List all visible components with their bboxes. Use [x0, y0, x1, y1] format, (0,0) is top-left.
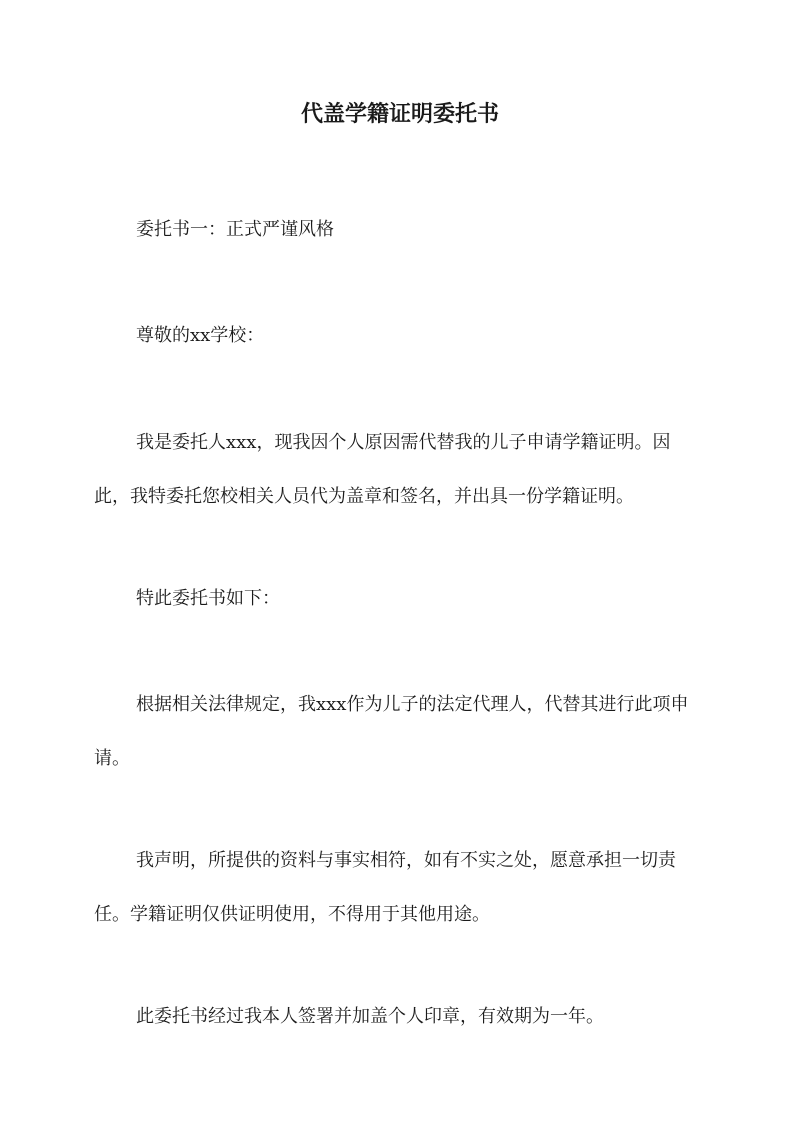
validity-paragraph: 此委托书经过我本人签署并加盖个人印章，有效期为一年。: [136, 1006, 604, 1027]
intro-paragraph: 我是委托人xxx，现我因个人原因需代替我的儿子申请学籍证明。因此，我特委托您校相关人员代为盖章和签名，并出具一份学籍证明。: [94, 432, 671, 507]
legal-basis-paragraph: 根据相关法律规定，我xxx作为儿子的法定代理人，代替其进行此项申请。: [94, 694, 689, 769]
hereby-paragraph: 特此委托书如下：: [136, 588, 280, 609]
declaration-paragraph: 我声明，所提供的资料与事实相符，如有不实之处，愿意承担一切责任。学籍证明仅供证明使用，不得用于其他用途。: [94, 850, 676, 925]
greeting-paragraph: 尊敬的xx学校：: [136, 325, 265, 346]
document-title: 代盖学籍证明委托书: [300, 101, 499, 127]
style-subtitle-paragraph: 委托书一：正式严谨风格: [136, 219, 334, 240]
